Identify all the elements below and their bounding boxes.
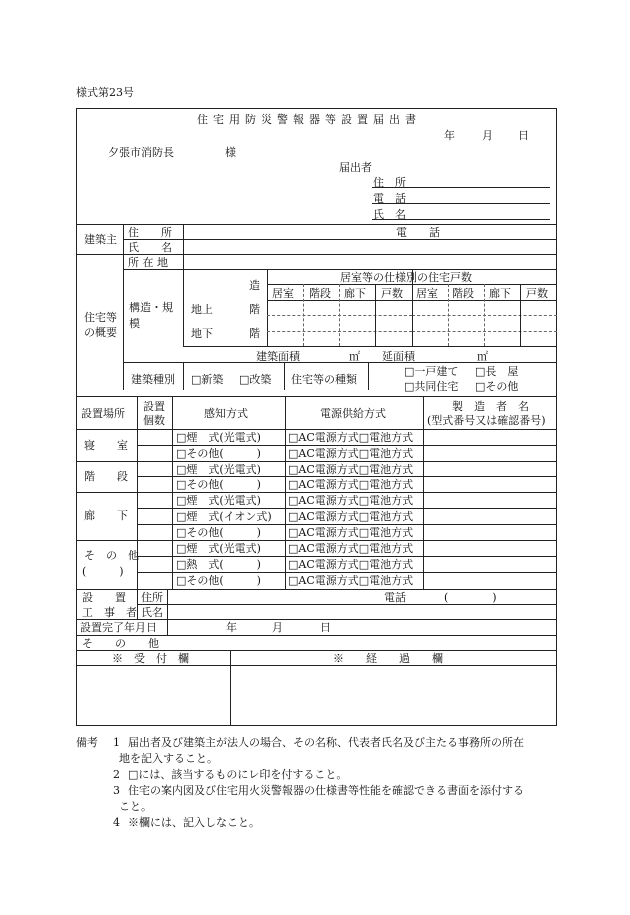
builder-name-label: 氏 名	[128, 241, 172, 254]
col-count-2: 個数	[143, 414, 165, 427]
form-number: 様式第23号	[76, 86, 134, 99]
unit-col-stairs-1: 階段	[309, 287, 331, 300]
unit-col-stairs-2: 階段	[452, 287, 474, 300]
stairs-sense-2[interactable]: □その他( )	[176, 478, 261, 491]
col-maker-1: 製 造 者 名	[452, 400, 529, 413]
date-day: 日	[518, 129, 529, 142]
installer-label-2: 工 事 者	[82, 606, 137, 619]
floors-below-label: 地下	[191, 327, 213, 340]
note-1-line1: 届出者及び建築主が法人の場合、その名称、代表者氏名及び主たる事務所の所在	[128, 736, 524, 749]
completion-day: 日	[320, 621, 331, 634]
builder-label: 建築主	[84, 233, 117, 246]
note-1-line2: 地を記入すること。	[119, 752, 218, 765]
note-4-line1: ※欄には、記入しなこと。	[128, 816, 260, 829]
stairs-sense-1[interactable]: □煙 式(光電式)	[176, 463, 261, 476]
building-area-label: 建築面積	[256, 350, 300, 363]
corridor-sense-3[interactable]: □その他( )	[176, 526, 261, 539]
place-other: そ の 他	[84, 549, 139, 562]
units-header: 居室等の仕様別の住宅戸数	[340, 271, 472, 284]
col-place: 設置場所	[81, 407, 125, 420]
floors-below-unit: 階	[249, 327, 260, 340]
housing-type-label: 住宅等の種類	[291, 373, 357, 386]
installer-name-label: 氏名	[141, 606, 163, 619]
builder-address-label: 住 所	[128, 226, 172, 239]
other-sense-1[interactable]: □煙 式(光電式)	[176, 542, 261, 555]
stairs-power-1[interactable]: □AC電源方式□電池方式	[288, 463, 414, 476]
applicant-address-label: 住 所	[373, 176, 406, 189]
installer-address-label: 住所	[141, 591, 163, 604]
bedroom-sense-1[interactable]: □煙 式(光電式)	[176, 431, 261, 444]
other-row-label: そ の 他	[82, 637, 159, 650]
note-3-line1: 住宅の案内図及び住宅用火災警報器の仕様書等性能を確認できる書面を添付する	[128, 784, 524, 797]
unit-col-count-1: 戸数	[381, 287, 403, 300]
addressee: 夕張市消防長	[108, 146, 174, 159]
col-count-1: 設置	[143, 400, 165, 413]
bedroom-sense-2[interactable]: □その他( )	[176, 447, 261, 460]
place-bedroom: 寝 室	[84, 439, 128, 452]
overview-label-2: の概要	[84, 326, 117, 339]
location-label: 所 在 地	[128, 256, 168, 269]
note-4-num: 4	[113, 816, 120, 829]
date-month: 月	[482, 129, 493, 142]
housing-type-detached[interactable]: □一戸建て	[404, 365, 459, 378]
unit-col-room-2: 居室	[416, 287, 438, 300]
housing-type-shared[interactable]: □共同住宅	[404, 380, 459, 393]
corridor-sense-1[interactable]: □煙 式(光電式)	[176, 494, 261, 507]
builder-phone-label: 電 話	[396, 226, 440, 239]
note-3-line2: こと。	[119, 800, 152, 813]
corridor-power-3[interactable]: □AC電源方式□電池方式	[288, 526, 414, 539]
housing-type-row-house[interactable]: □長 屋	[475, 365, 519, 378]
unit-col-corridor-1: 廊下	[344, 287, 366, 300]
other-power-3[interactable]: □AC電源方式□電池方式	[288, 574, 414, 587]
col-maker-2: (型式番号又は確認番号)	[427, 414, 546, 427]
other-power-1[interactable]: □AC電源方式□電池方式	[288, 542, 414, 555]
other-sense-3[interactable]: □その他( )	[176, 574, 261, 587]
note-3-num: 3	[113, 784, 120, 797]
form-title: 住宅用防災警報器等設置届出書	[197, 113, 421, 126]
bedroom-power-1[interactable]: □AC電源方式□電池方式	[288, 431, 414, 444]
floors-above-unit: 階	[249, 303, 260, 316]
notes-label: 備考	[76, 736, 98, 749]
other-power-2[interactable]: □AC電源方式□電池方式	[288, 558, 414, 571]
honorific: 様	[225, 146, 236, 159]
structure-label-2: 模	[129, 317, 140, 330]
completion-year: 年	[226, 621, 237, 634]
col-power: 電源供給方式	[320, 407, 386, 420]
build-type-renovation[interactable]: □改築	[239, 373, 272, 386]
completion-label: 設置完了年月日	[80, 621, 157, 634]
structure-zou: 造	[249, 279, 260, 292]
structure-label-1: 構造・規	[129, 301, 173, 314]
installer-phone-paren: ( )	[444, 591, 497, 604]
unit-col-count-2: 戸数	[526, 287, 548, 300]
bedroom-power-2[interactable]: □AC電源方式□電池方式	[288, 447, 414, 460]
completion-month: 月	[272, 621, 283, 634]
building-area-unit: ㎡	[349, 350, 360, 363]
floors-above-label: 地上	[191, 303, 213, 316]
note-1-num: 1	[113, 736, 120, 749]
date-year: 年	[444, 129, 455, 142]
build-type-label: 建築種別	[131, 373, 175, 386]
place-stairs: 階 段	[84, 470, 128, 483]
note-2-line1: □には、該当するものにレ印を付すること。	[128, 768, 348, 781]
installer-label-1: 設 置	[82, 591, 126, 604]
total-area-unit: ㎡	[477, 350, 488, 363]
applicant-label: 届出者	[339, 161, 372, 174]
applicant-name-label: 氏 名	[373, 208, 406, 221]
reception-label: ※ 受 付 欄	[112, 652, 189, 665]
other-sense-2[interactable]: □熱 式( )	[176, 558, 261, 571]
col-sensing: 感知方式	[204, 407, 248, 420]
build-type-new[interactable]: □新築	[191, 373, 224, 386]
corridor-power-2[interactable]: □AC電源方式□電池方式	[288, 510, 414, 523]
overview-label-1: 住宅等	[84, 311, 117, 324]
progress-label: ※ 経 過 欄	[333, 652, 443, 665]
note-2-num: 2	[113, 768, 120, 781]
place-other-paren: ( )	[82, 565, 124, 578]
corridor-sense-2[interactable]: □煙 式(イオン式)	[176, 510, 272, 523]
stairs-power-2[interactable]: □AC電源方式□電池方式	[288, 478, 414, 491]
total-area-label: 延面積	[382, 350, 415, 363]
installer-phone-label: 電話	[384, 591, 406, 604]
housing-type-other[interactable]: □その他	[475, 380, 519, 393]
unit-col-room-1: 居室	[272, 287, 294, 300]
place-corridor: 廊 下	[84, 509, 128, 522]
applicant-phone-label: 電 話	[373, 192, 406, 205]
corridor-power-1[interactable]: □AC電源方式□電池方式	[288, 494, 414, 507]
unit-col-corridor-2: 廊下	[489, 287, 511, 300]
